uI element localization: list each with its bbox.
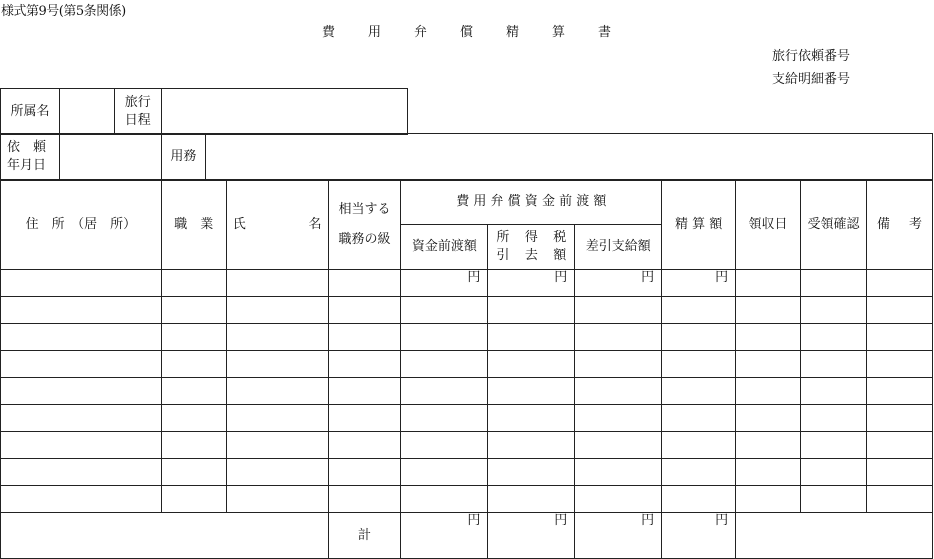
cell-settlement[interactable] [662,351,736,378]
cell-name[interactable] [226,459,328,486]
cell-receipt-date[interactable] [736,405,801,432]
request-table [0,133,933,181]
cell-receipt-date[interactable] [736,432,801,459]
header-receipt-confirm: 受領確認 [801,180,867,270]
cell-grade[interactable] [328,486,401,513]
cell-occupation[interactable] [161,324,226,351]
header-receipt-date: 領収日 [736,180,801,270]
cell-settlement[interactable] [662,459,736,486]
cell-income-tax[interactable]: 円 [488,270,575,297]
affiliation-table [0,88,408,135]
form-number: 様式第9号(第5条関係) [1,4,126,19]
cell-name[interactable] [226,351,328,378]
table-row [1,324,933,351]
cell-income-tax[interactable] [488,486,575,513]
cell-name[interactable] [226,378,328,405]
cell-address[interactable] [1,486,162,513]
header-advance-group: 費 用 弁 償 資 金 前 渡 額 [401,180,662,225]
cell-receipt-confirm[interactable] [801,405,867,432]
cell-address[interactable] [1,297,162,324]
cell-receipt-confirm[interactable] [801,432,867,459]
header-advance-amount: 資金前渡額 [401,225,488,270]
cell-net-payment[interactable]: 円 [575,270,662,297]
business-label: 用務 [161,134,205,181]
cell-grade[interactable] [328,351,401,378]
table-row [1,270,933,297]
cell-receipt-confirm[interactable] [801,486,867,513]
cell-name[interactable] [226,405,328,432]
cell-receipt-date[interactable] [736,270,801,297]
cell-occupation[interactable] [161,378,226,405]
cell-address[interactable] [1,459,162,486]
cell-receipt-date[interactable] [736,297,801,324]
cell-net-payment[interactable] [575,297,662,324]
cell-occupation[interactable] [161,297,226,324]
cell-net-payment[interactable] [575,486,662,513]
payment-number-label: 支給明細番号 [772,72,851,87]
cell-remarks[interactable] [866,270,932,297]
cell-receipt-date[interactable] [736,351,801,378]
cell-occupation[interactable] [161,405,226,432]
request-number-label: 旅行依頼番号 [772,49,851,64]
cell-address[interactable] [1,270,162,297]
table-row [1,351,933,378]
cell-remarks[interactable] [866,378,932,405]
cell-remarks[interactable] [866,405,932,432]
table-row [1,405,933,432]
cell-settlement[interactable] [662,405,736,432]
table-row [1,459,933,486]
total-settlement[interactable]: 円 [662,513,736,559]
cell-advance-amount[interactable] [401,297,488,324]
cell-settlement[interactable] [662,297,736,324]
cell-receipt-date[interactable] [736,378,801,405]
table-row [1,297,933,324]
total-income-tax[interactable]: 円 [488,513,575,559]
header-occupation: 職 業 [161,180,226,270]
total-advance-amount[interactable]: 円 [401,513,488,559]
cell-advance-amount[interactable] [401,351,488,378]
document-title: 費用弁償精算書 [322,25,645,40]
total-label: 計 [328,513,401,559]
cell-advance-amount[interactable] [401,324,488,351]
cell-receipt-confirm[interactable] [801,297,867,324]
cell-name[interactable] [226,432,328,459]
cell-net-payment[interactable] [575,351,662,378]
cell-occupation[interactable] [161,486,226,513]
cell-grade[interactable] [328,324,401,351]
cell-settlement[interactable] [662,378,736,405]
affiliation-label: 所属名 [1,89,60,135]
cell-address[interactable] [1,432,162,459]
header-net-payment: 差引支給額 [575,225,662,270]
cell-grade[interactable] [328,297,401,324]
cell-net-payment[interactable] [575,459,662,486]
cell-income-tax[interactable] [488,351,575,378]
cell-income-tax[interactable] [488,378,575,405]
cell-net-payment[interactable] [575,432,662,459]
cell-net-payment[interactable] [575,378,662,405]
cell-advance-amount[interactable] [401,405,488,432]
cell-settlement[interactable]: 円 [662,270,736,297]
cell-address[interactable] [1,324,162,351]
cell-settlement[interactable] [662,486,736,513]
affiliation-field[interactable] [59,89,114,135]
total-row [1,513,933,559]
header-remarks: 備 考 [866,180,932,270]
cell-income-tax[interactable] [488,432,575,459]
header-name: 氏 名 [226,180,328,270]
cell-remarks[interactable] [866,297,932,324]
header-settlement: 精 算 額 [662,180,736,270]
request-date-label: 依 頼 年月日 [1,134,60,181]
cell-advance-amount[interactable] [401,459,488,486]
request-date-field[interactable] [59,134,161,181]
header-income-tax: 所 得 税 引 去 額 [488,225,575,270]
settlement-table [0,179,933,559]
table-row [1,432,933,459]
cell-remarks[interactable] [866,324,932,351]
header-grade: 相当する 職務の級 [328,180,401,270]
cell-occupation[interactable] [161,270,226,297]
cell-grade[interactable] [328,378,401,405]
trip-schedule-field[interactable] [161,89,407,135]
total-remainder [736,513,933,559]
cell-grade[interactable] [328,270,401,297]
cell-remarks[interactable] [866,486,932,513]
business-field[interactable] [205,134,932,181]
cell-settlement[interactable] [662,324,736,351]
table-row [1,486,933,513]
cell-receipt-confirm[interactable] [801,270,867,297]
cell-address[interactable] [1,351,162,378]
cell-receipt-date[interactable] [736,459,801,486]
table-row [1,378,933,405]
cell-income-tax[interactable] [488,405,575,432]
cell-grade[interactable] [328,459,401,486]
cell-advance-amount[interactable] [401,432,488,459]
cell-advance-amount[interactable] [401,486,488,513]
cell-occupation[interactable] [161,351,226,378]
total-net-payment[interactable]: 円 [575,513,662,559]
cell-remarks[interactable] [866,432,932,459]
cell-name[interactable] [226,270,328,297]
trip-schedule-label: 旅行 日程 [114,89,161,135]
cell-receipt-confirm[interactable] [801,378,867,405]
cell-name[interactable] [226,297,328,324]
cell-occupation[interactable] [161,432,226,459]
cell-name[interactable] [226,324,328,351]
cell-remarks[interactable] [866,351,932,378]
cell-settlement[interactable] [662,432,736,459]
cell-receipt-date[interactable] [736,486,801,513]
cell-receipt-confirm[interactable] [801,459,867,486]
cell-advance-amount[interactable] [401,378,488,405]
cell-remarks[interactable] [866,459,932,486]
cell-grade[interactable] [328,405,401,432]
cell-net-payment[interactable] [575,324,662,351]
cell-address[interactable] [1,378,162,405]
cell-advance-amount[interactable]: 円 [401,270,488,297]
cell-receipt-confirm[interactable] [801,324,867,351]
cell-income-tax[interactable] [488,297,575,324]
cell-occupation[interactable] [161,459,226,486]
cell-receipt-confirm[interactable] [801,351,867,378]
cell-address[interactable] [1,405,162,432]
total-blank [1,513,329,559]
cell-net-payment[interactable] [575,405,662,432]
cell-income-tax[interactable] [488,324,575,351]
cell-income-tax[interactable] [488,459,575,486]
cell-receipt-date[interactable] [736,324,801,351]
cell-name[interactable] [226,486,328,513]
cell-grade[interactable] [328,432,401,459]
header-address: 住 所 （居 所） [1,180,162,270]
